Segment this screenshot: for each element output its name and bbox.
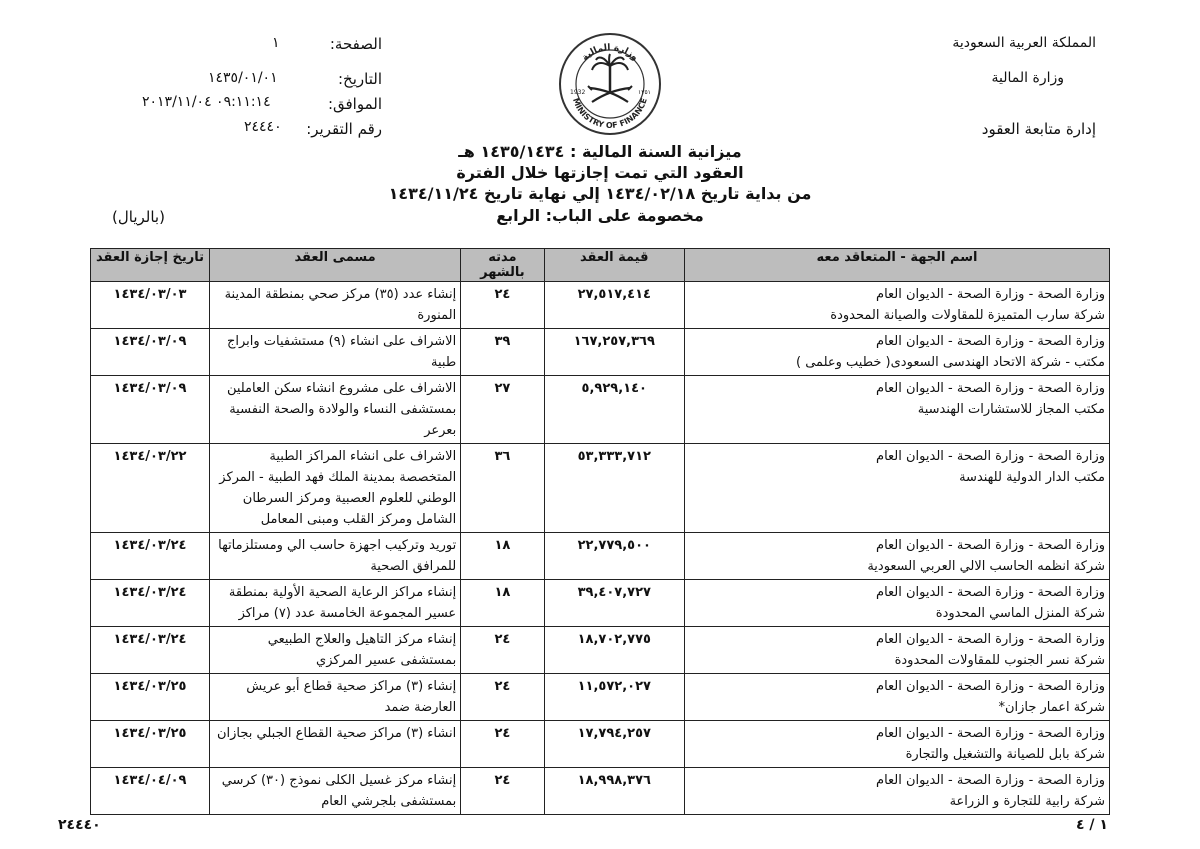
cell-entity [684,768,1109,815]
cell-contract-value: ٣٩,٤٠٧,٧٢٧ [544,580,684,627]
cell-contract-value: ٥,٩٢٩,١٤٠ [544,376,684,444]
cell-approval-date: ١٤٣٤/٠٣/٢٤ [91,533,210,580]
footer-page-count: ١ / ٤ [1076,817,1108,833]
org-header-line1: المملكة العربية السعودية [952,35,1096,51]
cell-duration-months: ٣٦ [461,444,544,533]
cell-entity [684,376,1109,444]
cell-approval-date: ١٤٣٤/٠٤/٠٩ [91,768,210,815]
cell-approval-date: ١٤٣٤/٠٣/٠٩ [91,329,210,376]
entity-name: وزارة الصحة - وزارة الصحة - الديوان العام [876,287,1105,302]
cell-entity [684,580,1109,627]
contractor-name: مكتب - شركة الاتحاد الهندسى السعودى( خطيب وعلمى ) [796,355,1105,370]
title-chapter: مخصومة على الباب: الرابع [496,206,704,225]
table-row [91,376,1110,444]
corresponding-label: الموافق: [327,95,382,113]
contractor-name: شركة اعمار جازان* [998,700,1105,715]
col-header-duration: مدته بالشهر [461,249,544,282]
entity-name: وزارة الصحة - وزارة الصحة - الديوان العام [876,334,1105,349]
cell-approval-date: ١٤٣٤/٠٣/٢٢ [91,444,210,533]
seal-text-bottom: MINISTRY OF FINANCE [571,96,649,131]
seal-year-right: ١٣٥١ [638,89,651,96]
entity-name: وزارة الصحة - وزارة الصحة - الديوان العام [876,381,1105,396]
cell-contract-value: ١١,٥٧٢,٠٢٧ [544,674,684,721]
cell-approval-date: ١٤٣٤/٠٣/٠٣ [91,282,210,329]
cell-contract-name: إنشاء مراكز الرعاية الصحية الأولية بمنطقة عسير المجموعة الخامسة عدد (٧) مراكز [210,580,461,627]
contractor-name: شركة نسر الجنوب للمقاولات المحدودة [894,653,1105,668]
contractor-name: شركة سارب المتميزة للمقاولات والصيانة المحدودة [830,308,1105,323]
ministry-seal-logo [558,32,662,136]
currency-note: (بالريال) [112,208,165,226]
cell-contract-value: ٥٣,٣٣٣,٧١٢ [544,444,684,533]
cell-contract-value: ١٦٧,٢٥٧,٣٦٩ [544,329,684,376]
contracts-table [90,248,1110,815]
cell-entity [684,533,1109,580]
entity-name: وزارة الصحة - وزارة الصحة - الديوان العام [876,773,1105,788]
corresponding-value: ٠٩:١١:١٤ ٢٠١٣/١١/٠٤ [142,94,271,110]
entity-name: وزارة الصحة - وزارة الصحة - الديوان العام [876,679,1105,694]
cell-entity [684,282,1109,329]
cell-contract-value: ٢٢,٧٧٩,٥٠٠ [544,533,684,580]
cell-approval-date: ١٤٣٤/٠٣/٢٤ [91,580,210,627]
contractor-name: شركة المنزل الماسي المحدودة [935,606,1105,621]
contractor-name: شركة بابل للصيانة والتشغيل والتجارة [905,747,1105,762]
col-header-contract-name: مسمى العقد [210,249,461,282]
cell-contract-name: الاشراف على انشاء (٩) مستشفيات وابراج طبية [210,329,461,376]
title-period: من بداية تاريخ ١٤٣٤/٠٢/١٨ إلي نهاية تاريخ ١٤٣٤/١١/٢٤ [388,184,812,203]
col-header-approval-date: تاريخ إجازة العقد [91,249,210,282]
cell-approval-date: ١٤٣٤/٠٣/٢٥ [91,721,210,768]
cell-approval-date: ١٤٣٤/٠٣/٠٩ [91,376,210,444]
date-value: ١٤٣٥/٠١/٠١ [208,70,278,86]
table-row [91,329,1110,376]
cell-duration-months: ٢٧ [461,376,544,444]
table-header-row [91,249,1110,282]
cell-approval-date: ١٤٣٤/٠٣/٢٥ [91,674,210,721]
contractor-name: مكتب الدار الدولية للهندسة [959,470,1105,485]
report-number-label: رقم التقرير: [306,120,382,138]
cell-duration-months: ٣٩ [461,329,544,376]
table-row [91,674,1110,721]
cell-contract-name: انشاء (٣) مراكز صحية القطاع الجبلي بجازان [210,721,461,768]
table-row [91,768,1110,815]
cell-duration-months: ٢٤ [461,282,544,329]
cell-contract-value: ٢٧,٥١٧,٤١٤ [544,282,684,329]
entity-name: وزارة الصحة - وزارة الصحة - الديوان العام [876,538,1105,553]
col-header-value: قيمة العقد [544,249,684,282]
cell-duration-months: ١٨ [461,533,544,580]
cell-entity [684,329,1109,376]
cell-contract-name: الاشراف على مشروع انشاء سكن العاملين بمستشفى النساء والولادة والصحة النفسية بعرعر [210,376,461,444]
cell-duration-months: ٢٤ [461,627,544,674]
seal-year-left: 1932 [570,89,586,96]
cell-duration-months: ١٨ [461,580,544,627]
entity-name: وزارة الصحة - وزارة الصحة - الديوان العام [876,585,1105,600]
cell-duration-months: ٢٤ [461,768,544,815]
cell-contract-name: الاشراف على انشاء المراكز الطبية المتخصصة بمدينة الملك فهد الطبية - المركز الوطني للعلوم العصبية ومركز السرطان الشامل ومركز القلب ومبنى المعامل [210,444,461,533]
footer-report-number: ٢٤٤٤٠ [58,817,101,833]
cell-duration-months: ٢٤ [461,674,544,721]
org-header-line3: إدارة متابعة العقود [981,120,1096,138]
cell-entity [684,674,1109,721]
page-label: الصفحة: [329,35,382,53]
cell-contract-value: ١٧,٧٩٤,٢٥٧ [544,721,684,768]
cell-entity [684,721,1109,768]
table-row [91,444,1110,533]
table-row [91,627,1110,674]
cell-contract-name: إنشاء مركز غسيل الكلى نموذج (٣٠) كرسي بمستشفى بلجرشي العام [210,768,461,815]
entity-name: وزارة الصحة - وزارة الصحة - الديوان العام [876,449,1105,464]
contractor-name: مكتب المجاز للاستشارات الهندسية [917,402,1105,417]
cell-contract-name: إنشاء عدد (٣٥) مركز صحي بمنطقة المدينة المنورة [210,282,461,329]
cell-contract-value: ١٨,٧٠٢,٧٧٥ [544,627,684,674]
cell-entity [684,444,1109,533]
table-row [91,533,1110,580]
org-header-line2: وزارة المالية [991,70,1064,86]
cell-contract-name: إنشاء (٣) مراكز صحية قطاع أبو عريش العارضة ضمد [210,674,461,721]
cell-contract-name: توريد وتركيب اجهزة حاسب الي ومستلزماتها للمرافق الصحية [210,533,461,580]
contractor-name: شركة رابية للتجارة و الزراعة [949,794,1105,809]
date-label: التاريخ: [338,70,382,88]
contractor-name: شركة انظمه الحاسب الالي العربي السعودية [867,559,1105,574]
table-row [91,580,1110,627]
title-contracts-approved: العقود التي تمت إجازتها خلال الفترة [456,163,744,182]
cell-duration-months: ٢٤ [461,721,544,768]
entity-name: وزارة الصحة - وزارة الصحة - الديوان العام [876,726,1105,741]
cell-contract-value: ١٨,٩٩٨,٣٧٦ [544,768,684,815]
seal-text-top: وزارة المالية [580,42,640,64]
report-number-value: ٢٤٤٤٠ [244,119,282,135]
table-row [91,282,1110,329]
entity-name: وزارة الصحة - وزارة الصحة - الديوان العام [876,632,1105,647]
title-fiscal-year: ميزانية السنة المالية : ١٤٣٥/١٤٣٤ هـ [458,142,742,161]
cell-approval-date: ١٤٣٤/٠٣/٢٤ [91,627,210,674]
cell-entity [684,627,1109,674]
page-value: ١ [272,35,280,51]
table-row [91,721,1110,768]
col-header-entity: اسم الجهة - المتعاقد معه [684,249,1109,282]
cell-contract-name: إنشاء مركز التاهيل والعلاج الطبيعي بمستشفى عسير المركزي [210,627,461,674]
